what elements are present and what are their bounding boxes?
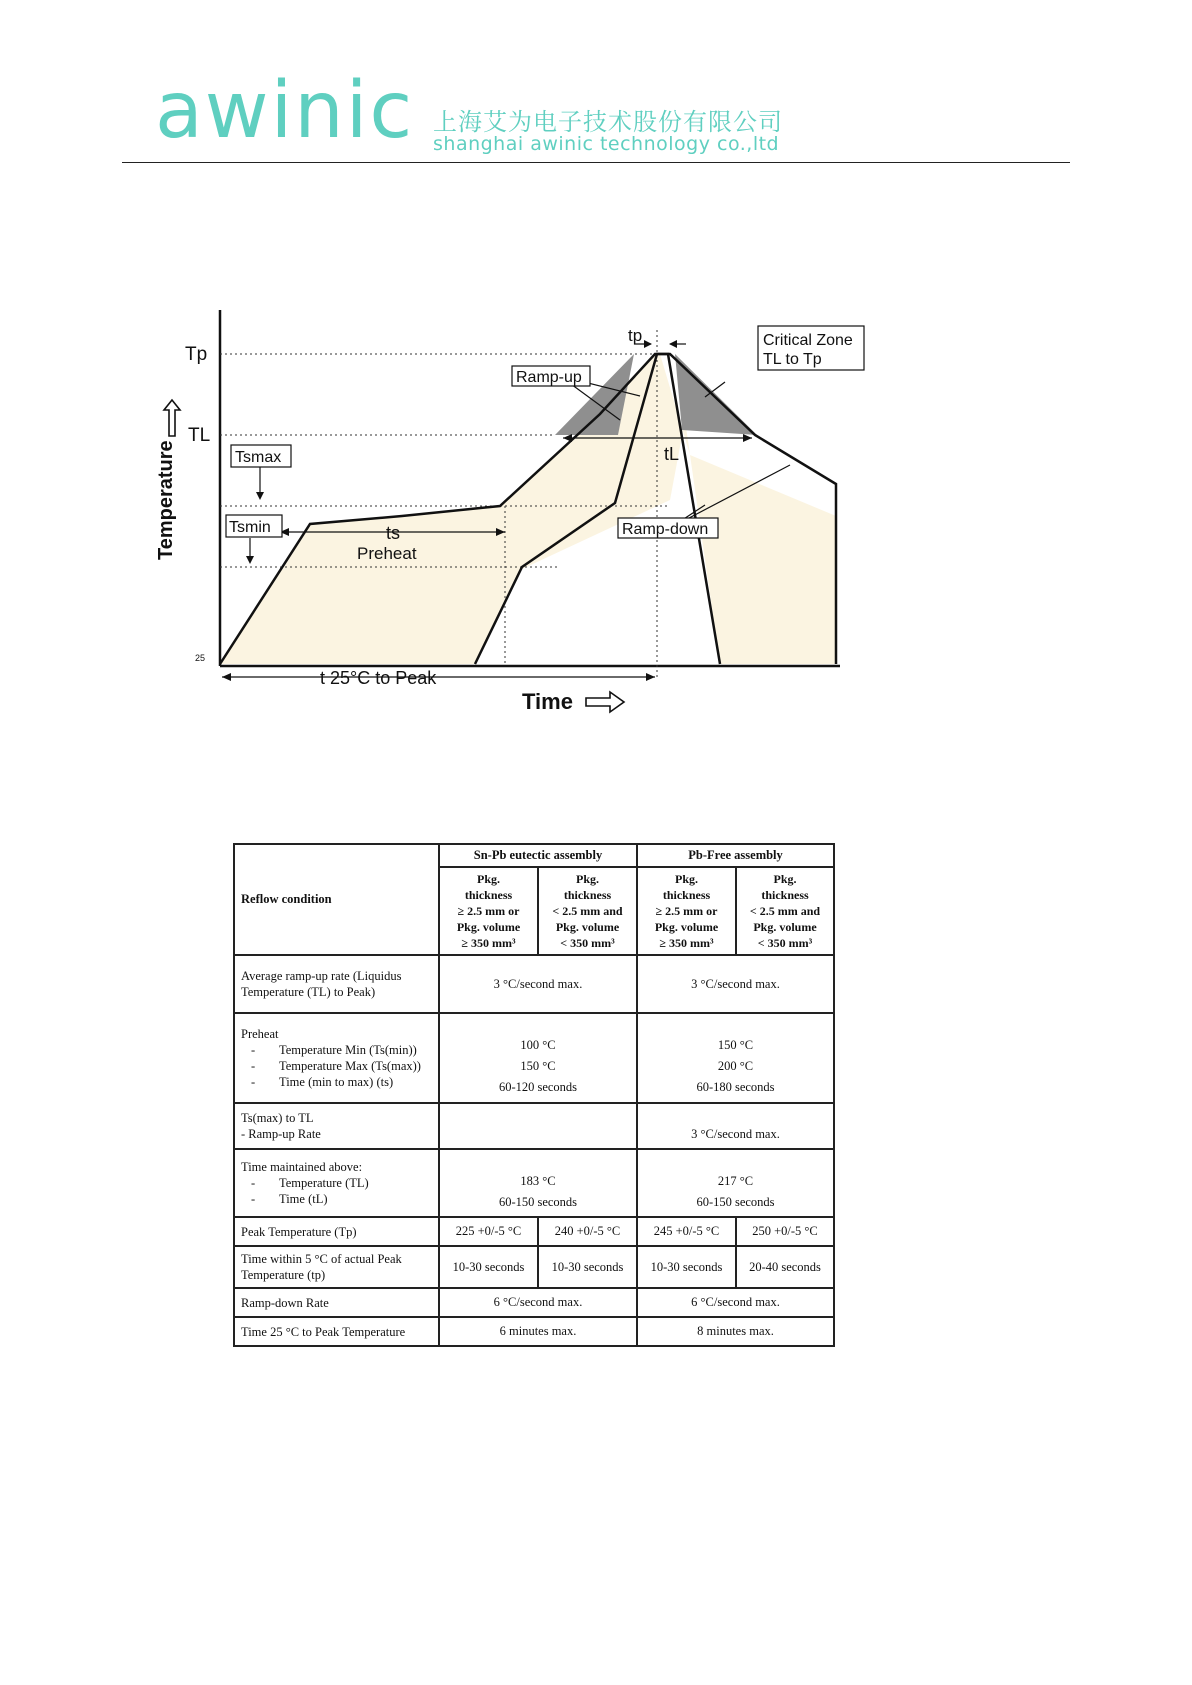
table-row-time-above bbox=[234, 1149, 834, 1217]
preheat-item-text: Time (min to max) (ts) bbox=[279, 1075, 394, 1089]
reflow-condition-table bbox=[233, 843, 835, 1347]
tl-arrowhead-right bbox=[743, 434, 752, 442]
table-header-row bbox=[234, 844, 834, 867]
preheat-item: - Temperature Max (Ts(max)) bbox=[251, 1059, 421, 1073]
preheat-value: 60-120 seconds bbox=[498, 1080, 578, 1094]
time-within-label: Time within 5 °C of actual Peak Temperature (tp) bbox=[234, 1246, 439, 1288]
tp-arrowhead-left bbox=[644, 340, 652, 348]
pkg-line: thickness bbox=[464, 888, 513, 902]
pkg-line: < 2.5 mm and bbox=[552, 904, 623, 918]
table-row-time-25 bbox=[234, 1317, 834, 1346]
preheat-item-text: Temperature Max (Ts(max)) bbox=[279, 1059, 421, 1073]
pkg-line: < 350 mm³ bbox=[560, 936, 615, 950]
table-row-ramp-up bbox=[234, 955, 834, 1013]
time-above-item: - Temperature (TL) bbox=[251, 1176, 369, 1190]
ramp-up-snpb: 3 °C/second max. bbox=[439, 955, 637, 1013]
time-within-value: 10-30 seconds bbox=[439, 1246, 538, 1288]
time-25-pbfree: 8 minutes max. bbox=[637, 1317, 834, 1346]
header-divider bbox=[122, 162, 1070, 163]
time-above-item-text: Time (tL) bbox=[279, 1192, 328, 1206]
pkg-line: Pkg. volume bbox=[555, 920, 620, 934]
rampdown-label: Ramp-down bbox=[622, 521, 709, 538]
pkg-line: < 2.5 mm and bbox=[749, 904, 821, 918]
peak-temp-value: 225 +0/-5 °C bbox=[439, 1217, 538, 1246]
table-row-time-within bbox=[234, 1246, 834, 1288]
preheat-value: 150 °C bbox=[717, 1038, 754, 1052]
tsmax-pointer-head bbox=[256, 492, 264, 500]
tsmax-tl-cell bbox=[234, 1103, 439, 1149]
company-name-chinese: 上海艾为电子技术股份有限公司 bbox=[433, 108, 783, 136]
time-above-value: 217 °C bbox=[717, 1173, 754, 1188]
tsmax-tl-sublabel: - Ramp-up Rate bbox=[241, 1127, 321, 1141]
time-right-arrow-icon bbox=[586, 692, 624, 712]
tp-axis-label: Tp bbox=[185, 344, 208, 365]
table-row-preheat bbox=[234, 1013, 834, 1103]
ramp-down-pbfree: 6 °C/second max. bbox=[637, 1288, 834, 1317]
preheat-label: Preheat bbox=[357, 544, 417, 563]
snpb-header: Sn-Pb eutectic assembly bbox=[439, 844, 637, 867]
table-row-peak-temp bbox=[234, 1217, 834, 1246]
preheat-item: - Time (min to max) (ts) bbox=[251, 1075, 394, 1089]
preheat-value: 100 °C bbox=[520, 1038, 556, 1052]
time-above-label: Time maintained above: bbox=[241, 1160, 363, 1174]
pkg-line: Pkg. volume bbox=[654, 920, 719, 934]
pbfree-header: Pb-Free assembly bbox=[637, 844, 834, 867]
company-name-english: shanghai awinic technology co.,ltd bbox=[433, 133, 780, 155]
preheat-pbfree bbox=[637, 1013, 834, 1103]
reflow-condition-header: Reflow condition bbox=[234, 844, 439, 955]
tp-arrowhead-right bbox=[669, 340, 677, 348]
reflow-profile-diagram bbox=[150, 310, 910, 730]
pkg-thin-snpb bbox=[538, 867, 637, 955]
preheat-cell bbox=[234, 1013, 439, 1103]
preheat-value: 60-180 seconds bbox=[696, 1080, 775, 1094]
x-axis-label: Time bbox=[522, 689, 573, 714]
pkg-line: ≥ 350 mm³ bbox=[659, 936, 714, 950]
temperature-up-arrow-icon bbox=[164, 400, 180, 436]
tsmin-label: Tsmin bbox=[229, 519, 271, 536]
peak-temp-value: 240 +0/-5 °C bbox=[538, 1217, 637, 1246]
time-above-snpb bbox=[439, 1149, 637, 1217]
time-above-value: 60-150 seconds bbox=[696, 1194, 775, 1209]
awinic-logo: awinic bbox=[155, 66, 415, 156]
critical-zone-subtitle: TL to Tp bbox=[763, 351, 822, 368]
pkg-line: ≥ 2.5 mm or bbox=[655, 904, 718, 918]
peak-temp-value: 250 +0/-5 °C bbox=[736, 1217, 834, 1246]
ramp-down-label: Ramp-down Rate bbox=[234, 1288, 439, 1317]
time-above-value: 60-150 seconds bbox=[498, 1194, 578, 1209]
ramp-up-label: Average ramp-up rate (Liquidus Temperature (TL) to Peak) bbox=[234, 955, 439, 1013]
t25-arrowhead-right bbox=[646, 673, 655, 681]
preheat-value: 150 °C bbox=[520, 1059, 556, 1073]
tl-axis-label: TL bbox=[188, 425, 211, 446]
preheat-label: Preheat bbox=[241, 1027, 279, 1041]
tl-time-label: tL bbox=[664, 444, 680, 464]
pkg-line: Pkg. volume bbox=[753, 920, 817, 934]
pkg-line: Pkg. bbox=[674, 872, 698, 886]
tsmax-label: Tsmax bbox=[235, 449, 282, 466]
preheat-snpb bbox=[439, 1013, 637, 1103]
time-above-cell bbox=[234, 1149, 439, 1217]
time-above-value: 183 °C bbox=[520, 1173, 556, 1188]
page-header bbox=[0, 0, 1192, 170]
tsmax-tl-snpb bbox=[439, 1103, 637, 1149]
tp-time-label: tp bbox=[628, 326, 643, 345]
time-above-item: - Time (tL) bbox=[251, 1192, 328, 1206]
table-row-tsmax-tl bbox=[234, 1103, 834, 1149]
tsmin-pointer-head bbox=[246, 556, 254, 564]
pkg-line: Pkg. bbox=[575, 872, 599, 886]
t25-to-peak-label: t 25°C to Peak bbox=[320, 668, 437, 688]
critical-zone-title: Critical Zone bbox=[763, 332, 853, 349]
pkg-line: thickness bbox=[662, 888, 711, 902]
t25-axis-label: 25 bbox=[195, 653, 206, 663]
preheat-item: - Temperature Min (Ts(min)) bbox=[251, 1043, 417, 1057]
pkg-line: thickness bbox=[761, 888, 809, 902]
ramp-up-pbfree: 3 °C/second max. bbox=[637, 955, 834, 1013]
peak-temp-value: 245 +0/-5 °C bbox=[637, 1217, 736, 1246]
tl-arrowhead-left bbox=[563, 434, 572, 442]
ramp-down-snpb: 6 °C/second max. bbox=[439, 1288, 637, 1317]
time-within-value: 10-30 seconds bbox=[538, 1246, 637, 1288]
table-row-ramp-down bbox=[234, 1288, 834, 1317]
pkg-line: ≥ 350 mm³ bbox=[461, 936, 516, 950]
peak-temp-label: Peak Temperature (Tp) bbox=[234, 1217, 439, 1246]
time-25-label: Time 25 °C to Peak Temperature bbox=[234, 1317, 439, 1346]
pkg-thin-pbfree bbox=[736, 867, 834, 955]
time-above-pbfree bbox=[637, 1149, 834, 1217]
pkg-thick-snpb bbox=[439, 867, 538, 955]
time-25-snpb: 6 minutes max. bbox=[439, 1317, 637, 1346]
preheat-value: 200 °C bbox=[717, 1059, 754, 1073]
tsmax-tl-pbfree: 3 °C/second max. bbox=[637, 1103, 834, 1149]
profile-min-envelope-fill bbox=[220, 354, 836, 664]
pkg-thick-pbfree bbox=[637, 867, 736, 955]
critical-zone-right bbox=[675, 354, 757, 435]
rampup-label: Ramp-up bbox=[516, 369, 582, 386]
pkg-line: thickness bbox=[563, 888, 612, 902]
pkg-line: Pkg. volume bbox=[456, 920, 521, 934]
pkg-line: ≥ 2.5 mm or bbox=[457, 904, 520, 918]
pkg-line: Pkg. bbox=[773, 872, 797, 886]
preheat-item-text: Temperature Min (Ts(min)) bbox=[279, 1043, 417, 1057]
time-within-value: 10-30 seconds bbox=[637, 1246, 736, 1288]
pkg-line: Pkg. bbox=[476, 872, 500, 886]
time-within-value: 20-40 seconds bbox=[736, 1246, 834, 1288]
tsmax-tl-label: Ts(max) to TL bbox=[241, 1111, 314, 1125]
pkg-line: < 350 mm³ bbox=[757, 936, 813, 950]
t25-arrowhead-left bbox=[222, 673, 231, 681]
y-axis-label: Temperature bbox=[155, 440, 177, 560]
time-above-item-text: Temperature (TL) bbox=[279, 1176, 369, 1190]
ts-label: ts bbox=[386, 523, 401, 543]
reflow-profile-svg bbox=[150, 310, 910, 730]
